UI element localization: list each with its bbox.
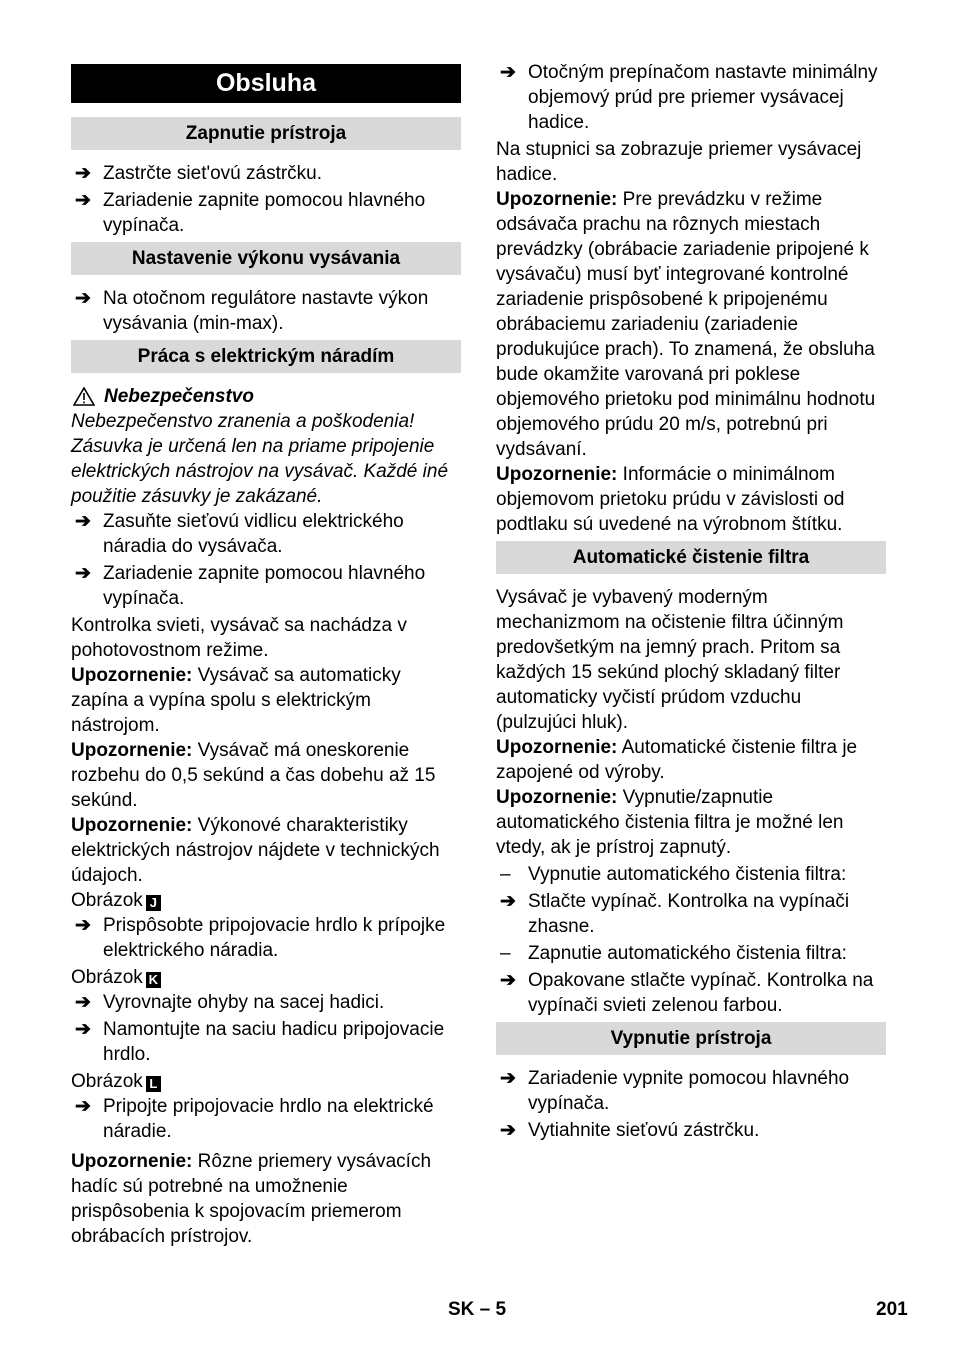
dash-item: – Vypnutie automatického čistenia filtra: (500, 864, 847, 885)
figure-badge: J (146, 895, 161, 911)
dash-item: – Zapnutie automatického čistenia filtra: (500, 943, 847, 964)
step-item: ➔ Vytiahnite sieťovú zástrčku. (500, 1120, 760, 1141)
step-item: ➔ Otočným prepínačom nastavte minimálny objemový prúd pre priemer vysávacej hadice. (500, 62, 878, 133)
left-column (71, 60, 461, 1249)
step-item: ➔ Zasuňte sieťovú vidlicu elektrického náradia do vysávača. (75, 511, 404, 557)
arrow-icon: ➔ (75, 915, 91, 936)
step-item: ➔ Stlačte vypínač. Kontrolka na vypínači zhasne. (500, 891, 850, 937)
section-heading-cistenie: Automatické čistenie filtra (496, 541, 886, 574)
step-item: ➔ Zariadenie vypnite pomocou hlavného vypínača. (500, 1068, 850, 1114)
page-title: Obsluha (71, 64, 461, 103)
arrow-icon: ➔ (75, 288, 91, 309)
danger-label: Nebezpečenstvo (71, 384, 461, 409)
arrow-icon: ➔ (75, 992, 91, 1013)
arrow-icon: ➔ (75, 563, 91, 584)
note: Upozornenie: Vysávač má oneskorenie rozbehu do 0,5 sekúnd a čas dobehu až 15 sekúnd. (71, 740, 436, 811)
dash-icon: – (500, 943, 511, 964)
note: Upozornenie: Vysávač sa automaticky zapína a vypína spolu s elektrickým nástrojom. (71, 665, 401, 736)
note: Upozornenie: Výkonové charakteristiky elektrických nástrojov nájdete v technických údajoch. (71, 815, 440, 886)
step-item: ➔ Zastrčte siet'ovú zástrčku. (75, 163, 323, 184)
section-heading-praca: Práca s elektrickým náradím (71, 340, 461, 373)
note: Upozornenie: Automatické čistenie filtra je zapojené od výroby. (496, 737, 858, 783)
figure-ref-l: Obrázok L (71, 1069, 461, 1094)
arrow-icon: ➔ (500, 891, 516, 912)
arrow-icon: ➔ (75, 190, 91, 211)
figure-badge: K (146, 972, 161, 988)
footer-section-label: SK – 5 (448, 1299, 507, 1320)
step-item: ➔ Pripojte pripojovacie hrdlo na elektrické náradie. (75, 1096, 434, 1142)
note: Upozornenie: Rôzne priemery vysávacích hadíc sú potrebné na umožnenie prispôsobenia k spojovacím priemerom obrábacích prístrojov. (71, 1151, 432, 1247)
page-number: 201 (876, 1299, 908, 1320)
dash-icon: – (500, 864, 511, 885)
section-heading-vypnutie: Vypnutie prístroja (496, 1022, 886, 1055)
arrow-icon: ➔ (500, 1120, 516, 1141)
step-item: ➔ Opakovane stlačte vypínač. Kontrolka na vypínači svieti zelenou farbou. (500, 970, 874, 1016)
figure-badge: L (146, 1076, 161, 1092)
paragraph: Kontrolka svieti, vysávač sa nachádza v pohotovostnom režime. (71, 615, 407, 661)
arrow-icon: ➔ (75, 511, 91, 532)
step-item: ➔ Namontujte na saciu hadicu pripojovacie hrdlo. (75, 1019, 445, 1065)
step-item: ➔ Zariadenie zapnite pomocou hlavného vypínača. (75, 190, 426, 236)
arrow-icon: ➔ (75, 1096, 91, 1117)
right-column (496, 60, 886, 1145)
step-item: ➔ Vyrovnajte ohyby na sacej hadici. (75, 992, 385, 1013)
step-item: ➔ Na otočnom regulátore nastavte výkon vysávania (min-max). (75, 288, 429, 334)
section-heading-nastavenie: Nastavenie výkonu vysávania (71, 242, 461, 275)
arrow-icon: ➔ (500, 62, 516, 83)
note: Upozornenie: Informácie o minimálnom objemovom prietoku prúdu v závislosti od podtlaku sú uvedené na výrobnom štítku. (496, 464, 845, 535)
arrow-icon: ➔ (75, 1019, 91, 1040)
paragraph: Vysávač je vybavený moderným mechanizmom na očistenie filtra účinným predovšetkým na jemný prach. Pritom sa každých 15 sekúnd plochý skladaný filter automaticky vyčistí prúdom vzduchu (pulzujúci hluk). (496, 587, 844, 733)
section-heading-zapnutie: Zapnutie prístroja (71, 117, 461, 150)
figure-ref-j: Obrázok J (71, 888, 461, 913)
arrow-icon: ➔ (500, 1068, 516, 1089)
step-item: ➔ Prispôsobte pripojovacie hrdlo k prípojke elektrického náradia. (75, 915, 446, 961)
paragraph: Na stupnici sa zobrazuje priemer vysávacej hadice. (496, 139, 862, 185)
danger-text: Nebezpečenstvo zranenia a poškodenia! Zásuvka je určená len na priame pripojenie elektrických nástrojov na vysávač. Každé iné použitie zásuvky je zakázané. (71, 411, 449, 507)
figure-ref-k: Obrázok K (71, 965, 461, 990)
arrow-icon: ➔ (500, 970, 516, 991)
note: Upozornenie: Pre prevádzku v režime odsávača prachu na rôznych miestach prevádzky (obrábacie zariadenie pripojené k vysávaču) musí byť integrované kontrolné zariadenie prispôsobené k pripojenému obrábaciemu zariadeniu (zariadenie produkujúce prach). To znamená, že obsluha bude okamžite varovaná pri poklese objemového prietoku pod minimálnu hodnotu objemového prúdu 20 m/s, potrebnú pri vydsávaní. (496, 189, 876, 460)
note: Upozornenie: Vypnutie/zapnutie automatického čistenia filtra je možné len vtedy, ak je prístroj zapnutý. (496, 787, 844, 858)
arrow-icon: ➔ (75, 163, 91, 184)
warning-icon (73, 387, 95, 406)
step-item: ➔ Zariadenie zapnite pomocou hlavného vypínača. (75, 563, 426, 609)
